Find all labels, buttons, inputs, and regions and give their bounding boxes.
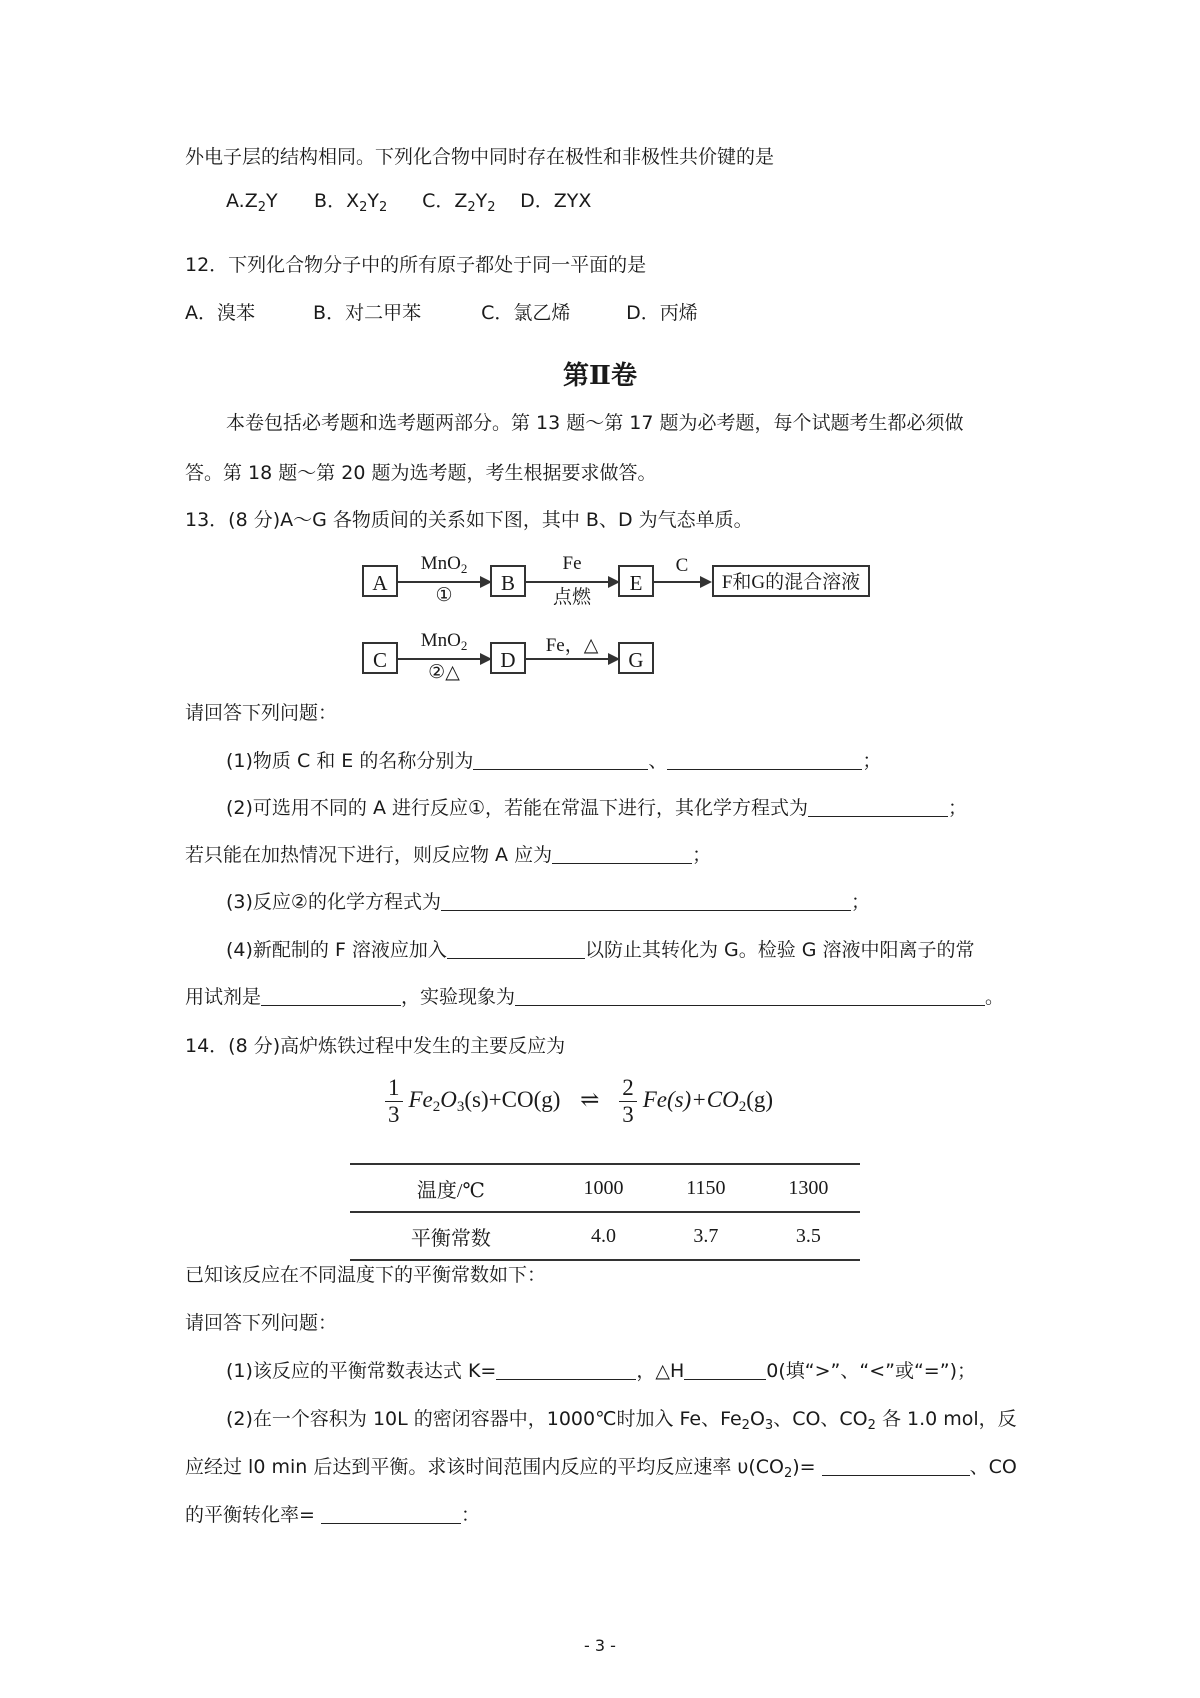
q11-options [226, 188, 591, 214]
label-c: C [675, 555, 689, 576]
question-13: 13．(8 分)A～G 各物质间的关系如下图，其中 B、D 为气态单质。 [185, 509, 753, 531]
intro-line-2: 答。第 18 题～第 20 题为选考题，考生根据要求做答。 [185, 462, 657, 484]
label-step-2: ②△ [428, 662, 460, 683]
table-cell: 1150 [655, 1164, 757, 1212]
reaction-equation: $\frac{1}{3}$ $Fe_2O_3(s)+CO(g)$ ⇌ $\frac{2}{3}$ $Fe(s)+CO_2(g)$ [385, 1075, 773, 1128]
table-cell: 3.7 [655, 1212, 757, 1260]
q14-part-2: (2)在一个容积为 10L 的密闭容器中，1000℃时加入 Fe、$Fe_2O_3$、CO、$CO_2$ 各 1.0 mol，反 [226, 1408, 1017, 1433]
equilibrium-table [350, 1163, 860, 1261]
box-b: B [490, 565, 526, 597]
arrow-5 [526, 658, 618, 660]
label-mno2: MnO$_2$ [420, 553, 468, 576]
question-12: 12．下列化合物分子中的所有原子都处于同一平面的是 [185, 254, 647, 276]
page-number: - 3 - [584, 1636, 616, 1655]
option-b: B．对二甲苯 [313, 302, 422, 324]
q13-part-4-cont: 用试剂是 ，实验现象为 。 [185, 986, 1005, 1008]
text-line: 外电子层的结构相同。下列化合物中同时存在极性和非极性共价键的是 [185, 146, 775, 168]
label-fe: Fe [562, 553, 582, 574]
box-e: E [618, 565, 654, 597]
q13-part-3: (3)反应②的化学方程式为 ； [226, 891, 870, 913]
box-c: C [362, 642, 398, 674]
table-cell: 1000 [552, 1164, 655, 1212]
q14-part-2-cont: 应经过 l0 min 后达到平衡。求该时间范围内反应的平均反应速率 $\upsilon(CO_2)=$ 、CO [185, 1456, 1017, 1481]
table-header-row [350, 1164, 860, 1212]
q14-part-2-end: 的平衡转化率= ： [185, 1504, 480, 1526]
box-d: D [490, 642, 526, 674]
label-mno2: MnO$_2$ [420, 630, 468, 653]
table-cell: 1300 [757, 1164, 860, 1212]
option-d: D．ZYX [520, 190, 592, 212]
box-g: G [618, 642, 654, 674]
question-14: 14．(8 分)高炉炼铁过程中发生的主要反应为 [185, 1035, 566, 1057]
section-title: 第Ⅱ卷 [563, 361, 637, 391]
table-cell: 平衡常数 [350, 1212, 552, 1260]
arrow-3 [654, 581, 710, 583]
ask-line: 请回答下列问题： [185, 702, 338, 724]
box-fg-solution: F和G的混合溶液 [712, 565, 870, 597]
arrow-4 [398, 658, 490, 660]
option-a: $A.Z_2Y$ [226, 190, 278, 215]
option-d: D．丙烯 [626, 302, 698, 324]
q12-options [185, 300, 698, 326]
q13-part-1: (1)物质 C 和 E 的名称分别为 、 ； [226, 750, 882, 772]
q14-known: 已知该反应在不同温度下的平衡常数如下： [185, 1264, 547, 1286]
label-fe-heat: Fe，△ [545, 635, 599, 656]
ask-line: 请回答下列问题： [185, 1312, 338, 1334]
option-c: C．$Z_2Y_2$ [422, 190, 496, 215]
arrow-1 [398, 581, 490, 583]
option-c: C．氯乙烯 [481, 302, 571, 324]
label-step-1: ① [435, 585, 453, 606]
table-row [350, 1212, 860, 1260]
q13-part-2: (2)可选用不同的 A 进行反应①，若能在常温下进行，其化学方程式为 ； [226, 797, 968, 819]
q14-part-1: (1)该反应的平衡常数表达式 K= ，△H 0(填“>”、“<”或“=”)； [226, 1360, 976, 1382]
q13-part-2-cont: 若只能在加热情况下进行，则反应物 A 应为 ； [185, 844, 712, 866]
option-a: A．溴苯 [185, 302, 255, 324]
option-b: B．$X_2Y_2$ [314, 190, 388, 215]
table-cell: 4.0 [552, 1212, 655, 1260]
box-a: A [362, 565, 398, 597]
table-cell: 温度/℃ [350, 1164, 552, 1212]
q13-part-4: (4)新配制的 F 溶液应加入 以防止其转化为 G。检验 G 溶液中阳离子的常 [226, 939, 975, 961]
table-cell: 3.5 [757, 1212, 860, 1260]
label-burn: 点燃 [552, 587, 591, 608]
intro-line-1: 本卷包括必考题和选考题两部分。第 13 题～第 17 题为必考题，每个试题考生都必须做 [226, 412, 964, 434]
